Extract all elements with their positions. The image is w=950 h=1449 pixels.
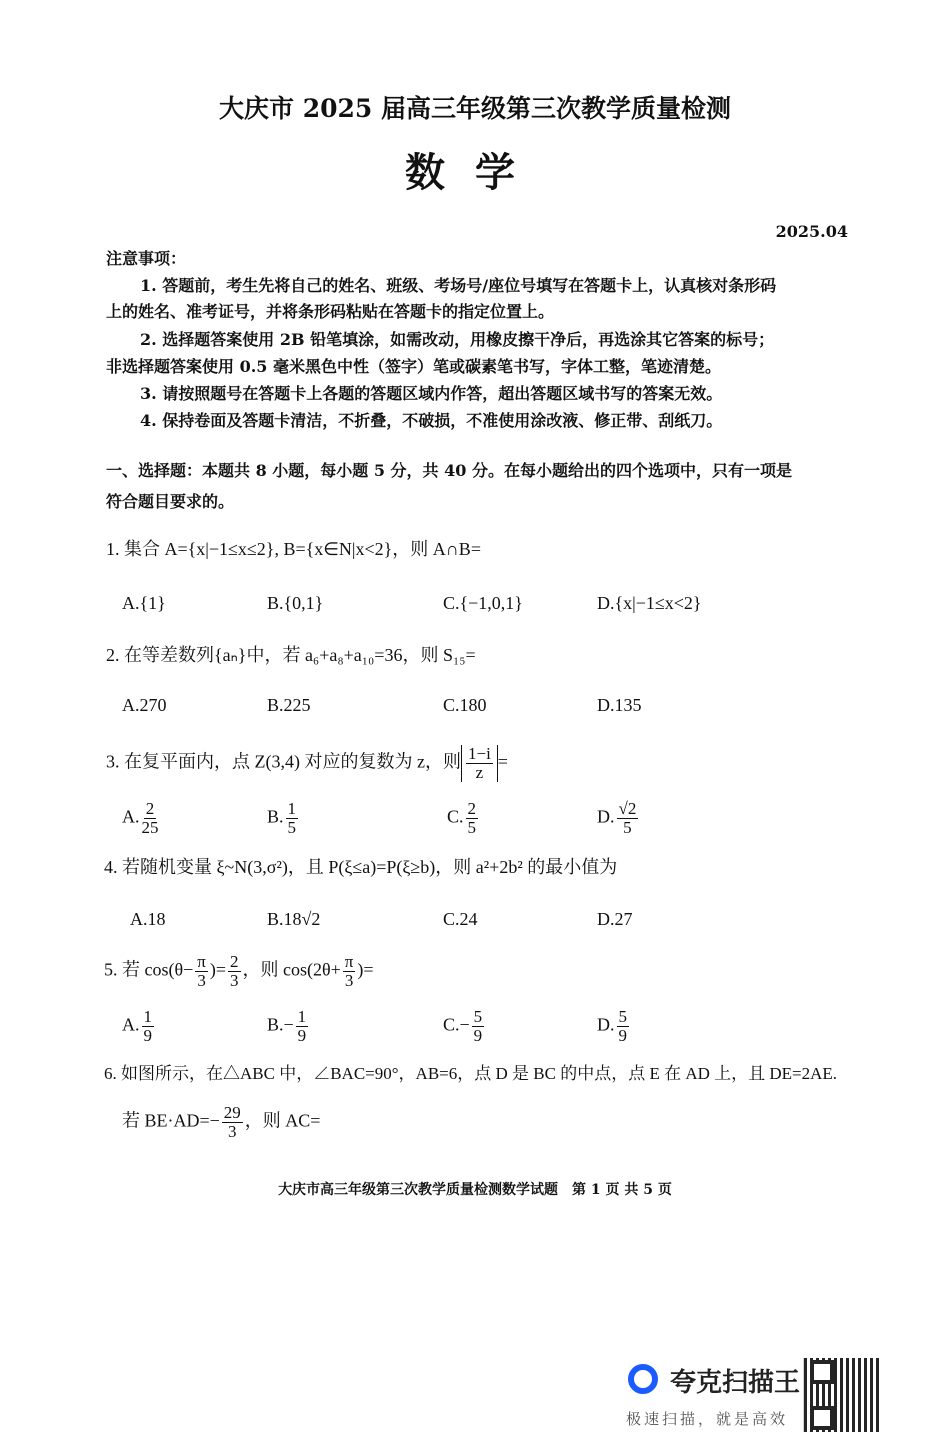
notice-line: 2. 选择题答案使用 2B 铅笔填涂，如需改动，用橡皮擦干净后，再选涂其它答案的标号； [140, 330, 775, 349]
q3-option-a: A. $\frac{2}{25}$ [122, 799, 159, 837]
q3-stem-end: = [497, 751, 508, 772]
notice-line: 4. 保持卷面及答题卡清洁，不折叠，不破损，不准使用涂改液、修正带、刮纸刀。 [140, 411, 723, 430]
page-footer: 大庆市高三年级第三次教学质量检测数学试题 第 1 页 共 5 页 [278, 1182, 672, 1198]
question-1-stem: 1. 集合 A={x|−1≤x≤2}, B={x∈N|x<2}，则 A∩B= [106, 539, 481, 559]
q3-option-d: D. $\frac{√2}{5}$ [597, 799, 637, 837]
q4-option-c: C.24 [443, 909, 478, 929]
q5-option-a: A. $\frac{1}{9}$ [122, 1007, 152, 1045]
q2-option-b: B.225 [267, 695, 311, 715]
section-heading: 一、选择题：本题共 8 小题，每小题 5 分，共 40 分。在每小题给出的四个选项中，只有一项是 [106, 461, 792, 480]
exam-title: 大庆市 2025 届高三年级第三次教学质量检测 [219, 94, 731, 123]
q3-option-b: B. $\frac{1}{5}$ [267, 799, 297, 837]
notice-line: 3. 请按照题号在答题卡上各题的答题区域内作答，超出答题区域书写的答案无效。 [140, 384, 723, 403]
q2-option-d: D.135 [597, 695, 642, 715]
q4-option-b: B.18√2 [267, 909, 321, 929]
q2-option-a: A.270 [122, 695, 167, 715]
q1-option-b: B.{0,1} [267, 593, 324, 613]
section-heading-cont: 符合题目要求的。 [106, 492, 235, 511]
q3-option-c: C. $\frac{2}{5}$ [447, 799, 477, 837]
q2-option-c: C.180 [443, 695, 487, 715]
scanner-name: 夸克扫描王 [670, 1368, 801, 1398]
notice-heading: 注意事项： [106, 249, 187, 268]
q5-option-d: D. $\frac{5}{9}$ [597, 1007, 627, 1045]
q1-option-d: D.{x|−1≤x<2} [597, 593, 702, 613]
subject-title: 数学 [405, 149, 545, 196]
question-6-stem-cont: 若 BE·AD=− $\frac{29}{3}$ ，则 AC= [122, 1103, 321, 1141]
q3-fraction-den: z [475, 763, 484, 782]
q4-option-d: D.27 [597, 909, 633, 929]
question-4-stem: 4. 若随机变量 ξ~N(3,σ²)，且 P(ξ≤a)=P(ξ≥b)，则 a²+2b² 的最小值为 [104, 857, 618, 877]
notice-line: 1. 答题前，考生先将自己的姓名、班级、考场号/座位号填写在答题卡上，认真核对条形码 [140, 276, 777, 295]
q4-option-a: A.18 [130, 909, 166, 929]
question-3-stem [106, 745, 508, 782]
q1-option-c: C.{−1,0,1} [443, 593, 523, 613]
q1-option-a: A.{1} [122, 593, 166, 613]
question-2-stem: 2. 在等差数列{aₙ}中，若 a₆+a₈+a₁₀=36，则 S₁₅= [106, 645, 476, 665]
scanner-logo-icon [628, 1364, 658, 1394]
question-6-stem: 6. 如图所示，在△ABC 中，∠BAC=90°，AB=6，点 D 是 BC 的中点，点 E 在 AD 上，且 DE=2AE. [104, 1064, 838, 1083]
notice-line: 上的姓名、准考证号，并将条形码粘贴在答题卡的指定位置上。 [106, 302, 555, 321]
q3-fraction-num: 1−i [467, 744, 491, 763]
notice-line: 非选择题答案使用 0.5 毫米黑色中性（签字）笔或碳素笔书写，字体工整，笔迹清楚。 [106, 357, 721, 376]
exam-date: 2025.04 [775, 222, 848, 241]
scanner-slogan: 极速扫描，就是高效 [626, 1410, 789, 1428]
q5-option-c: C.− $\frac{5}{9}$ [443, 1007, 483, 1045]
scanner-watermark [622, 1358, 802, 1438]
q5-option-b: B.− $\frac{1}{9}$ [267, 1007, 307, 1045]
q3-stem-text: 3. 在复平面内，点 Z(3,4) 对应的复数为 z，则 [106, 751, 461, 772]
qr-code-icon [803, 1358, 882, 1432]
question-5-stem: 5. 若 cos(θ− $\frac{\pi}{3}$ )= $\frac{2}{3}$ ，则 cos(2θ+ $\frac{\pi}{3}$ )= [104, 952, 374, 990]
